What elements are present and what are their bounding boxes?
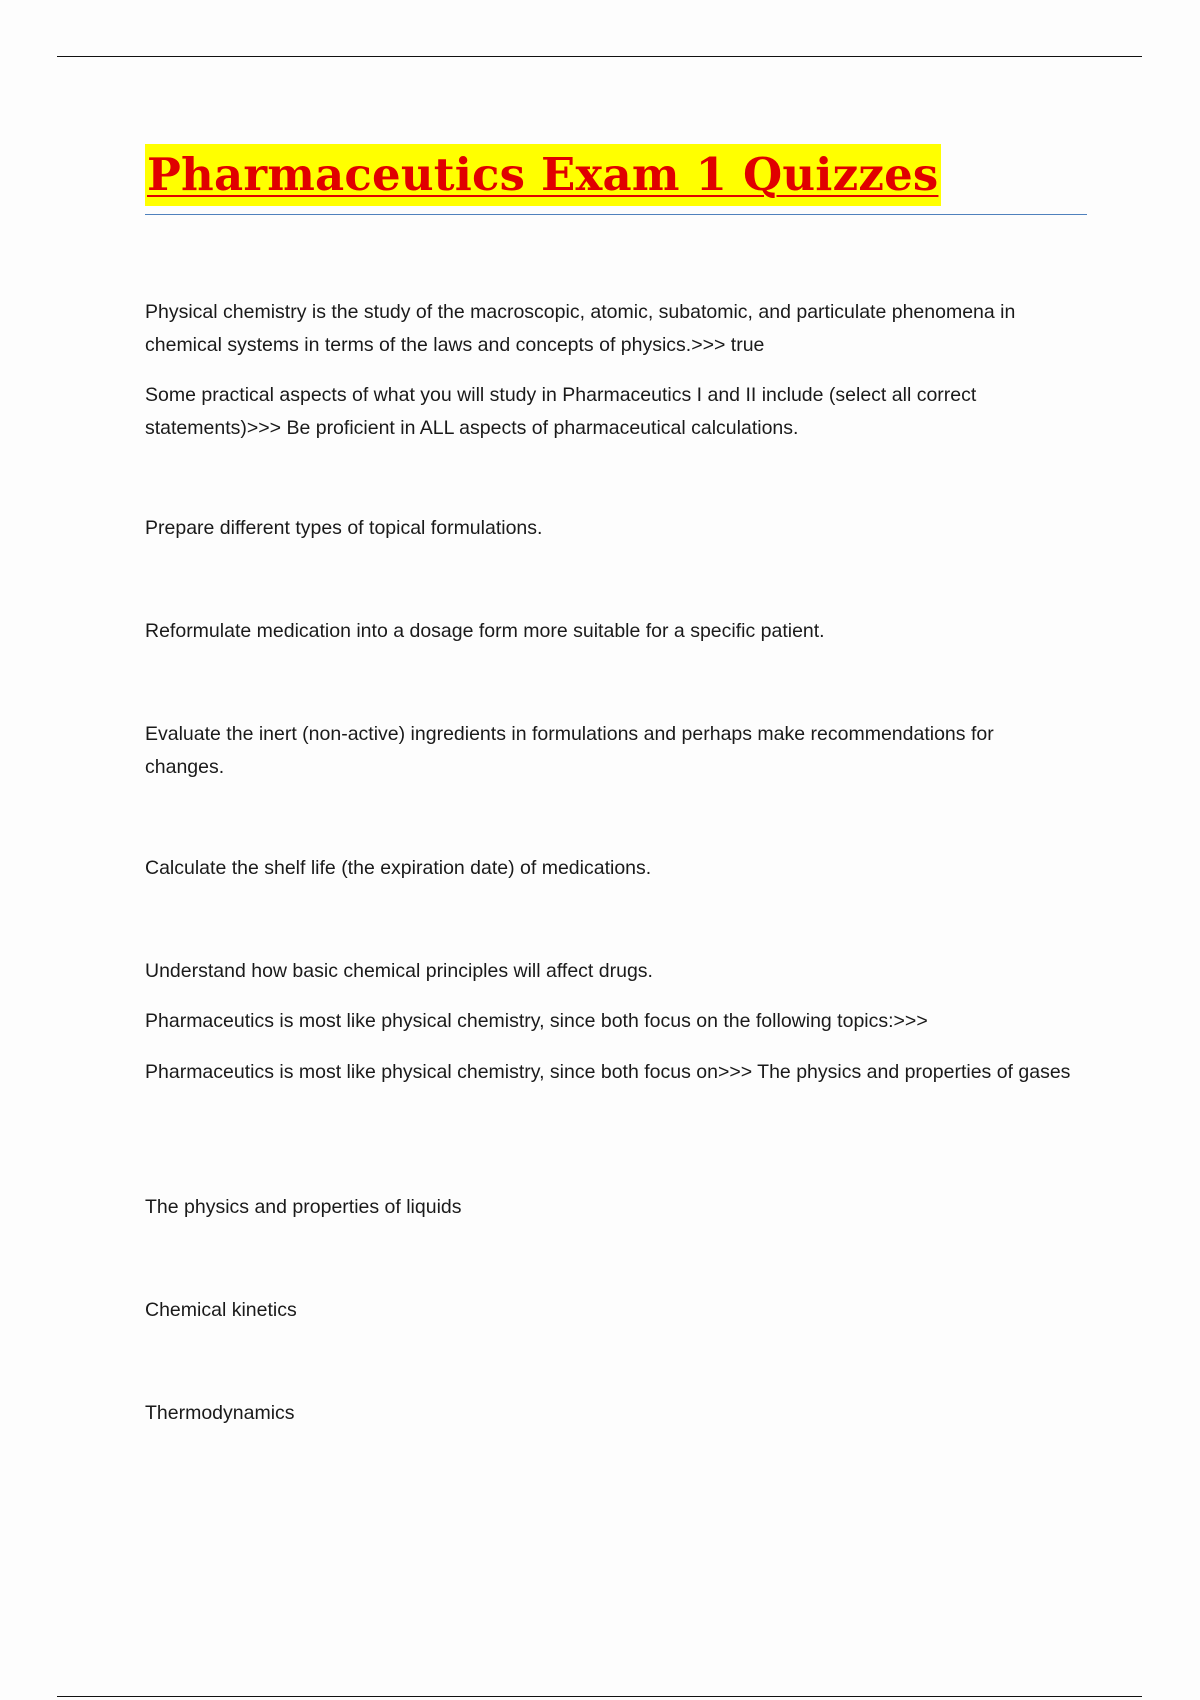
paragraph-9: Pharmaceutics is most like physical chemistry, since both focus on>>> The physics and properties of gases [145, 1061, 1071, 1083]
paragraph-4: Reformulate medication into a dosage form more suitable for a specific patient. [145, 620, 825, 642]
paragraph-2: Some practical aspects of what you will study in Pharmaceutics I and II include (select all correct statements)>>> Be proficient in ALL aspects of pharmaceutical calculations. [145, 384, 977, 439]
page-bottom-rule [57, 1696, 1142, 1697]
page-top-rule [57, 56, 1142, 57]
paragraph-8: Pharmaceutics is most like physical chemistry, since both focus on the following topics:>>> [145, 1010, 928, 1032]
paragraph-3: Prepare different types of topical formulations. [145, 517, 543, 539]
paragraph-7: Understand how basic chemical principles will affect drugs. [145, 960, 653, 982]
paragraph-6: Calculate the shelf life (the expiration date) of medications. [145, 857, 652, 879]
paragraph-1: Physical chemistry is the study of the macroscopic, atomic, subatomic, and particulate phenomena in chemical systems in terms of the laws and concepts of physics.>>> true [145, 301, 1016, 356]
paragraph-11: Chemical kinetics [145, 1299, 297, 1321]
paragraph-12: Thermodynamics [145, 1402, 295, 1424]
paragraph-10: The physics and properties of liquids [145, 1196, 462, 1218]
document-title: Pharmaceutics Exam 1 Quizzes [145, 144, 941, 206]
title-underline-rule [145, 214, 1087, 215]
paragraph-5: Evaluate the inert (non-active) ingredients in formulations and perhaps make recommendations for changes. [145, 723, 994, 778]
title-block [145, 144, 941, 206]
